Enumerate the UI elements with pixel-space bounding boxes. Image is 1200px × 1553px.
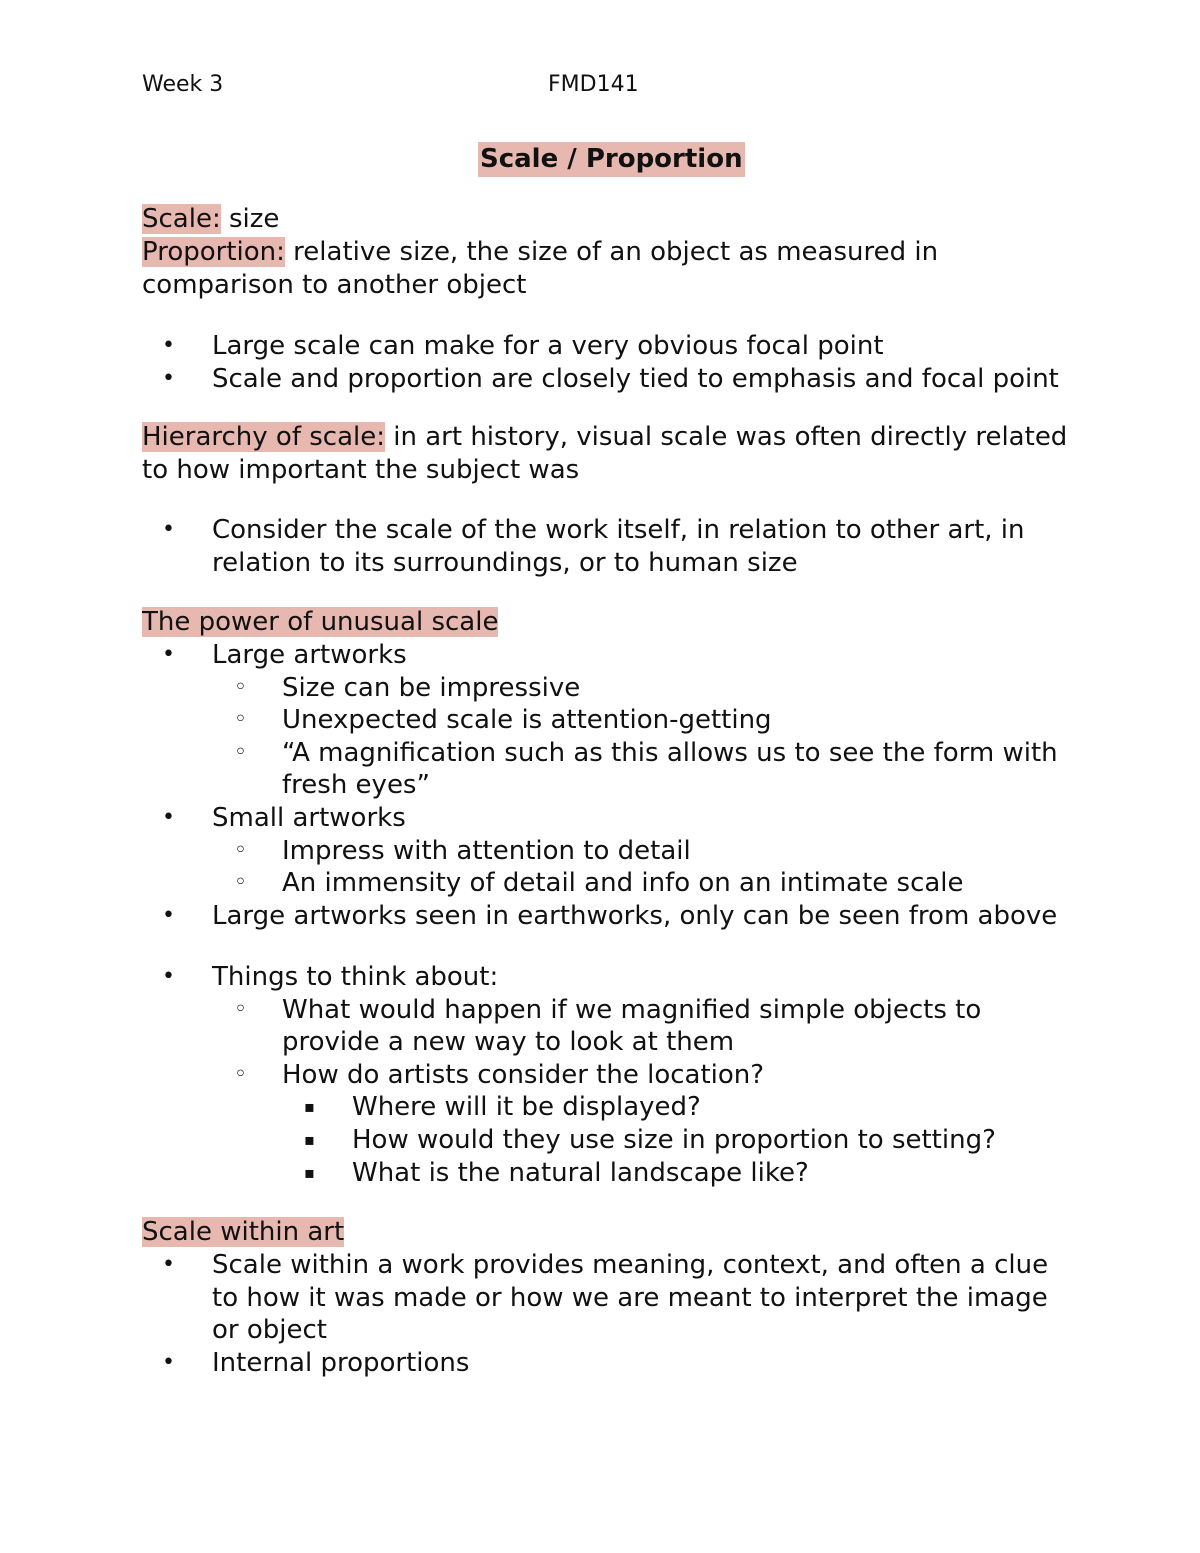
list-subitem: ◦ Impress with attention to detail	[142, 835, 1072, 868]
list-item: • Small artworks	[142, 802, 1072, 835]
definition-scale-text: size	[220, 204, 280, 234]
list-subitem: ◦ An immensity of detail and info on an intimate scale	[142, 867, 1072, 900]
heading-within: Scale within art	[142, 1217, 345, 1247]
hierarchy-definition	[142, 421, 1072, 487]
hierarchy-text: in art history, visual scale was often directly related to how important the subject was	[142, 422, 1068, 485]
list-item: • Scale within a work provides meaning, context, and often a clue to how it was made or how we are meant to interpret the image or object	[142, 1249, 1072, 1347]
term-proportion: Proportion:	[142, 237, 285, 267]
list-item: • Things to think about:	[142, 961, 1072, 994]
header-week: Week 3	[142, 72, 224, 97]
bullets-consider	[142, 514, 1072, 579]
list-subitem: ◦ How do artists consider the location?	[142, 1059, 1072, 1092]
list-item: • Large artworks	[142, 639, 1072, 672]
definition-scale	[142, 203, 1072, 236]
list-subitem: ◦ “A magnification such as this allows us to see the form with fresh eyes”	[142, 737, 1072, 802]
definitions	[142, 203, 1072, 302]
section-heading	[142, 1216, 1072, 1249]
list-subitem: ◦ Size can be impressive	[142, 672, 1072, 705]
header-course-code: FMD141	[548, 72, 639, 97]
section-scale-within-art	[142, 1216, 1072, 1379]
list-item: • Consider the scale of the work itself, in relation to other art, in relation to its surroundings, or to human size	[142, 514, 1072, 579]
document-title: Scale / Proportion	[478, 142, 745, 177]
list-item: • Large artworks seen in earthworks, only can be seen from above	[142, 900, 1072, 933]
heading-power: The power of unusual scale	[142, 607, 499, 637]
list-subsubitem: ▪ How would they use size in proportion to setting?	[142, 1124, 1072, 1157]
list-subsubitem: ▪ Where will it be displayed?	[142, 1091, 1072, 1124]
list-item: • Internal proportions	[142, 1347, 1072, 1380]
list-item: • Large scale can make for a very obvious focal point	[142, 330, 1072, 363]
list-item: • Scale and proportion are closely tied to emphasis and focal point	[142, 363, 1072, 396]
definition-proportion	[142, 236, 1072, 302]
section-unusual-scale	[142, 606, 1072, 932]
section-heading	[142, 606, 1072, 639]
bullets-scale	[142, 330, 1072, 395]
list-subsubitem: ▪ What is the natural landscape like?	[142, 1157, 1072, 1190]
things-to-think-about	[142, 961, 1072, 1189]
definition-proportion-text: relative size, the size of an object as measured in comparison to another object	[142, 237, 939, 300]
term-scale: Scale:	[142, 204, 221, 234]
list-subitem: ◦ Unexpected scale is attention-getting	[142, 704, 1072, 737]
term-hierarchy: Hierarchy of scale:	[142, 422, 386, 452]
list-subitem: ◦ What would happen if we magnified simple objects to provide a new way to look at them	[142, 994, 1072, 1059]
